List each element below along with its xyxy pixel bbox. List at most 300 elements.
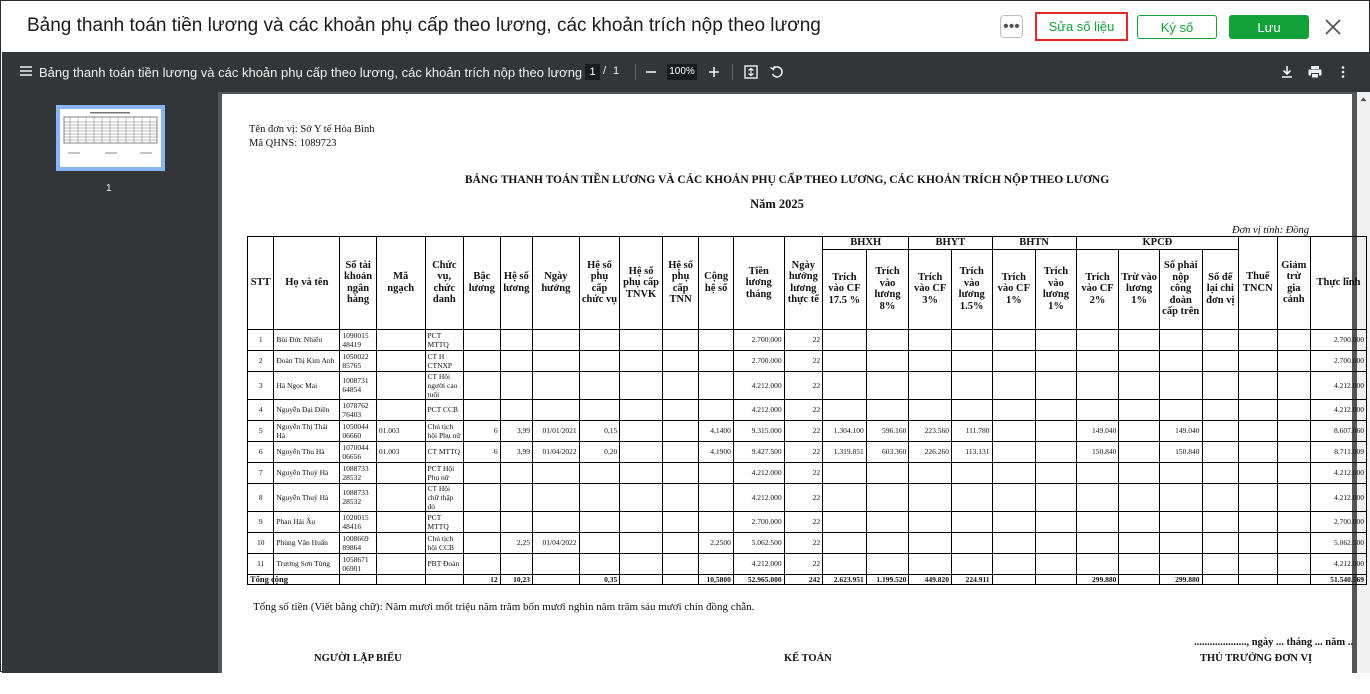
table-cell — [376, 462, 425, 483]
table-cell — [620, 371, 663, 399]
table-cell — [909, 399, 952, 420]
table-cell: 4.212.000 — [733, 371, 784, 399]
header-bhyt-wage: Trích vào lương 1.5% — [951, 249, 992, 329]
table-cell — [1119, 441, 1160, 462]
table-cell: PCT Hội Phụ nữ — [425, 462, 464, 483]
table-cell — [909, 553, 952, 574]
table-row — [248, 441, 1367, 462]
table-cell — [464, 511, 501, 532]
table-cell — [699, 511, 733, 532]
table-cell — [579, 329, 620, 350]
table-cell — [1036, 399, 1077, 420]
table-cell: 2.700.000 — [1311, 350, 1367, 371]
table-cell — [1119, 462, 1160, 483]
table-cell: PCT CCB — [425, 399, 464, 420]
table-cell: Nguyễn Thị Thái Hà — [274, 420, 340, 441]
thumbnail-page-number: 1 — [106, 183, 112, 194]
table-cell: 3,99 — [500, 441, 532, 462]
table-cell — [1277, 532, 1310, 553]
table-cell — [533, 399, 580, 420]
table-row — [248, 420, 1367, 441]
total-cell — [1277, 574, 1310, 584]
table-cell: 4.212.000 — [1311, 553, 1367, 574]
table-cell: 1008731 64854 — [340, 371, 377, 399]
table-cell — [866, 350, 909, 371]
table-cell: 113.131 — [951, 441, 992, 462]
table-cell: 11 — [248, 553, 274, 574]
table-cell — [1239, 420, 1278, 441]
total-cell: 449.820 — [909, 574, 952, 584]
table-cell — [699, 371, 733, 399]
table-cell — [662, 371, 699, 399]
table-cell — [951, 483, 992, 511]
table-cell: 22 — [784, 483, 823, 511]
table-cell: Nguyễn Thu Hà — [274, 441, 340, 462]
zoom-out-icon[interactable] — [643, 64, 659, 80]
table-cell — [909, 350, 952, 371]
table-cell: 3 — [248, 371, 274, 399]
table-cell — [1119, 532, 1160, 553]
sign-accountant: KẾ TOÁN — [784, 653, 832, 664]
table-cell — [1202, 350, 1239, 371]
table-cell — [866, 553, 909, 574]
table-cell — [951, 511, 992, 532]
table-cell — [992, 532, 1036, 553]
table-cell — [1036, 532, 1077, 553]
table-cell — [376, 350, 425, 371]
header-grade-code: Mã ngạch — [376, 237, 425, 330]
table-cell: 4.212.000 — [733, 553, 784, 574]
table-cell — [500, 371, 532, 399]
table-cell: 01/04/2022 — [533, 441, 580, 462]
table-cell — [1036, 329, 1077, 350]
table-cell — [1202, 532, 1239, 553]
table-cell — [500, 483, 532, 511]
table-row — [248, 483, 1367, 511]
table-cell: 0,15 — [579, 420, 620, 441]
table-cell: 22 — [784, 511, 823, 532]
table-cell: 149.040 — [1076, 420, 1119, 441]
header-stt: STT — [248, 237, 274, 330]
table-cell: 10 — [248, 532, 274, 553]
header-pc-position: Hệ số phụ cấp chức vụ — [579, 237, 620, 330]
table-cell — [1277, 483, 1310, 511]
table-cell — [823, 462, 867, 483]
table-cell — [1159, 483, 1202, 511]
table-cell: 1050022 85765 — [340, 350, 377, 371]
table-cell — [1277, 462, 1310, 483]
table-cell — [1159, 462, 1202, 483]
table-cell — [464, 483, 501, 511]
table-cell: 149.040 — [1159, 420, 1202, 441]
table-cell — [866, 532, 909, 553]
table-cell: 4,1400 — [699, 420, 733, 441]
more-options-button[interactable]: ••• — [1000, 15, 1023, 38]
table-cell: 1088733 28532 — [340, 462, 377, 483]
total-cell — [425, 574, 464, 584]
table-cell — [992, 441, 1036, 462]
table-cell — [376, 399, 425, 420]
table-cell — [464, 371, 501, 399]
table-cell — [579, 511, 620, 532]
table-cell — [1239, 553, 1278, 574]
table-cell — [1277, 511, 1310, 532]
table-cell — [1036, 371, 1077, 399]
table-cell: PCT MTTQ — [425, 329, 464, 350]
table-cell — [500, 553, 532, 574]
table-cell — [1239, 532, 1278, 553]
table-cell — [579, 462, 620, 483]
table-cell: Phùng Văn Huấn — [274, 532, 340, 553]
total-cell: 0,35 — [579, 574, 620, 584]
table-cell: 22 — [784, 399, 823, 420]
table-cell — [533, 329, 580, 350]
table-cell — [376, 553, 425, 574]
table-cell: 22 — [784, 420, 823, 441]
table-cell: Hà Ngọc Mai — [274, 371, 340, 399]
table-cell — [662, 329, 699, 350]
group-bhxh: BHXH — [823, 237, 909, 250]
table-cell — [1239, 350, 1278, 371]
table-cell — [464, 350, 501, 371]
table-cell — [1076, 371, 1119, 399]
total-cell — [376, 574, 425, 584]
table-cell: 1.319.851 — [823, 441, 867, 462]
zoom-in-icon[interactable] — [706, 64, 722, 80]
table-cell: PBT Đoàn — [425, 553, 464, 574]
table-cell: 5.062.500 — [733, 532, 784, 553]
pdf-viewer — [218, 92, 1370, 673]
group-bhyt: BHYT — [909, 237, 992, 250]
thumbnail-preview — [60, 109, 161, 167]
header-bhyt-cf: Trích vào CF 3% — [909, 249, 952, 329]
total-cell: 299.880 — [1076, 574, 1119, 584]
table-cell — [823, 399, 867, 420]
page-thumbnail[interactable] — [56, 105, 165, 171]
table-cell — [620, 553, 663, 574]
table-cell — [1119, 399, 1160, 420]
header-kpcd-keep: Số để lại chi đơn vị — [1202, 249, 1239, 329]
table-cell: 1020015 48416 — [340, 511, 377, 532]
table-cell — [951, 399, 992, 420]
table-cell: 5 — [248, 420, 274, 441]
table-cell: 1070044 06656 — [340, 441, 377, 462]
total-cell: 12 — [464, 574, 501, 584]
table-cell — [992, 399, 1036, 420]
table-cell: 9 — [248, 511, 274, 532]
payroll-table — [247, 236, 1367, 585]
table-cell: 2,2500 — [699, 532, 733, 553]
date-line: ...................., ngày ... tháng ... năm .. — [1194, 637, 1353, 648]
table-cell — [699, 553, 733, 574]
table-cell: 1008669 89864 — [340, 532, 377, 553]
table-cell: 8.711.009 — [1311, 441, 1367, 462]
header-bhtn-cf: Trích vào CF 1% — [992, 249, 1036, 329]
table-cell — [620, 420, 663, 441]
table-cell — [620, 329, 663, 350]
table-cell: 6 — [248, 441, 274, 462]
table-cell: 4.212.000 — [1311, 483, 1367, 511]
table-cell: 1090015 48419 — [340, 329, 377, 350]
table-cell: CT Hội chữ thập đỏ — [425, 483, 464, 511]
table-cell — [620, 441, 663, 462]
table-cell: 22 — [784, 371, 823, 399]
sign-preparer: NGƯỜI LẬP BIỂU — [314, 653, 402, 664]
table-cell: 4,1900 — [699, 441, 733, 462]
table-cell — [376, 511, 425, 532]
table-cell — [699, 483, 733, 511]
table-cell — [533, 371, 580, 399]
table-cell — [1202, 553, 1239, 574]
table-cell — [992, 329, 1036, 350]
table-cell — [1202, 399, 1239, 420]
qhns-value: 1089723 — [299, 138, 337, 149]
table-cell — [662, 483, 699, 511]
qhns-label: Mã QHNS: — [249, 138, 298, 149]
table-cell — [1239, 441, 1278, 462]
total-cell: 1.199.520 — [866, 574, 909, 584]
table-row — [248, 399, 1367, 420]
table-cell — [1159, 511, 1202, 532]
table-cell — [909, 511, 952, 532]
group-kpcd: KPCĐ — [1076, 237, 1238, 250]
table-cell: 8 — [248, 483, 274, 511]
table-cell: 7 — [248, 462, 274, 483]
table-cell — [992, 350, 1036, 371]
table-row — [248, 371, 1367, 399]
table-cell — [1119, 483, 1160, 511]
table-cell — [376, 532, 425, 553]
table-cell — [1119, 511, 1160, 532]
table-cell: 4.212.000 — [733, 462, 784, 483]
table-cell: 226.260 — [909, 441, 952, 462]
table-cell — [992, 420, 1036, 441]
table-cell — [951, 532, 992, 553]
table-cell — [823, 511, 867, 532]
total-cell: 299.880 — [1159, 574, 1202, 584]
table-cell — [823, 553, 867, 574]
table-cell — [533, 462, 580, 483]
table-cell — [992, 371, 1036, 399]
table-cell: Phan Hải Âu — [274, 511, 340, 532]
table-cell — [376, 371, 425, 399]
table-cell: 1088733 28532 — [340, 483, 377, 511]
table-cell — [823, 350, 867, 371]
table-cell: CT MTTQ — [425, 441, 464, 462]
table-cell — [1119, 350, 1160, 371]
header-pit: Thuế TNCN — [1239, 237, 1278, 330]
page-number-input[interactable]: 1 — [585, 64, 600, 80]
zoom-level-input[interactable]: 100% — [667, 64, 697, 80]
table-cell: 6 — [464, 420, 501, 441]
table-cell: 0,20 — [579, 441, 620, 462]
report-year: Năm 2025 — [750, 197, 804, 211]
table-cell — [866, 483, 909, 511]
header-actual-days: Ngày hưởng lương thực tế — [784, 237, 823, 330]
table-cell — [1277, 420, 1310, 441]
digital-sign-button[interactable]: Ký số — [1137, 15, 1217, 39]
table-cell — [620, 399, 663, 420]
total-cell — [620, 574, 663, 584]
table-cell — [951, 462, 992, 483]
table-cell: Đoàn Thị Kim Anh — [274, 350, 340, 371]
table-cell — [464, 462, 501, 483]
table-cell: 1050044 06660 — [340, 420, 377, 441]
table-cell — [662, 553, 699, 574]
header-bhxh-cf: Trích vào CF 17.5 % — [823, 249, 867, 329]
header-bhxh-wage: Trích vào lương 8% — [866, 249, 909, 329]
table-cell: 4.212.000 — [1311, 371, 1367, 399]
table-cell — [1159, 399, 1202, 420]
table-cell — [662, 441, 699, 462]
table-cell — [1239, 483, 1278, 511]
table-cell — [699, 329, 733, 350]
table-cell — [1202, 420, 1239, 441]
table-cell — [1159, 350, 1202, 371]
table-row — [248, 329, 1367, 350]
header-net: Thực lĩnh — [1311, 237, 1367, 330]
table-cell — [376, 483, 425, 511]
table-cell — [1076, 329, 1119, 350]
table-cell: 1058671 06901 — [340, 553, 377, 574]
table-cell: 603.360 — [866, 441, 909, 462]
table-cell: Nguyễn Thuý Hà — [274, 483, 340, 511]
table-cell — [662, 511, 699, 532]
table-cell: CT H CTNXP — [425, 350, 464, 371]
table-cell: 01.003 — [376, 420, 425, 441]
table-cell — [1277, 441, 1310, 462]
table-cell — [1277, 371, 1310, 399]
table-cell — [951, 371, 992, 399]
table-row — [248, 462, 1367, 483]
table-cell — [909, 329, 952, 350]
table-cell — [1159, 329, 1202, 350]
table-cell — [699, 462, 733, 483]
table-cell: Bùi Đức Nhiêu — [274, 329, 340, 350]
table-cell — [500, 462, 532, 483]
table-cell: 4.212.000 — [1311, 399, 1367, 420]
fit-page-icon[interactable] — [743, 64, 759, 80]
table-cell: 22 — [784, 350, 823, 371]
table-cell: 01.003 — [376, 441, 425, 462]
table-cell: 01/01/2021 — [533, 420, 580, 441]
total-cell — [1119, 574, 1160, 584]
total-row — [248, 574, 1367, 584]
dialog-header — [1, 1, 1369, 52]
edit-data-button[interactable]: Sửa số liệu — [1035, 12, 1128, 41]
table-cell: 22 — [784, 553, 823, 574]
table-cell: 2.700.000 — [733, 511, 784, 532]
table-cell: 1.304.100 — [823, 420, 867, 441]
table-cell — [1202, 371, 1239, 399]
table-cell — [992, 483, 1036, 511]
table-cell — [909, 371, 952, 399]
table-cell: 2.700.000 — [1311, 329, 1367, 350]
table-cell: 3,99 — [500, 420, 532, 441]
download-icon[interactable] — [1279, 64, 1295, 80]
header-total-coef: Cộng hệ số — [699, 237, 733, 330]
table-cell: 150.840 — [1076, 441, 1119, 462]
table-cell — [1159, 532, 1202, 553]
table-cell — [1239, 329, 1278, 350]
table-row — [248, 532, 1367, 553]
table-cell — [1159, 553, 1202, 574]
table-cell — [500, 511, 532, 532]
table-cell: 9.427.500 — [733, 441, 784, 462]
header-deduction: Giảm trừ gia cảnh — [1277, 237, 1310, 330]
table-cell: 2,25 — [500, 532, 532, 553]
scroll-up-icon[interactable] — [1357, 93, 1370, 105]
total-cell: 10,23 — [500, 574, 532, 584]
report-title: BẢNG THANH TOÁN TIỀN LƯƠNG VÀ CÁC KHOẢN PHỤ CẤP THEO LƯƠNG, CÁC KHOẢN TRÍCH NỘP THEO LƯƠNG — [464, 174, 1110, 186]
table-cell — [1239, 371, 1278, 399]
table-cell — [951, 350, 992, 371]
table-cell — [1036, 462, 1077, 483]
table-cell — [951, 553, 992, 574]
table-cell — [533, 553, 580, 574]
unit-info — [249, 123, 375, 151]
table-cell — [1119, 420, 1160, 441]
table-cell: 1 — [248, 329, 274, 350]
close-button[interactable] — [1321, 15, 1345, 39]
header-account: Số tài khoản ngân hàng — [340, 237, 377, 330]
table-cell: 4.212.000 — [733, 483, 784, 511]
table-cell — [533, 511, 580, 532]
rotate-icon[interactable] — [769, 64, 785, 80]
menu-icon[interactable] — [19, 64, 33, 78]
total-cell: 51.540.569 — [1311, 574, 1367, 584]
table-cell — [699, 350, 733, 371]
more-vert-icon[interactable] — [1335, 64, 1351, 80]
table-cell: Nguyễn Đại Điền — [274, 399, 340, 420]
table-cell — [1076, 399, 1119, 420]
unit-name: Sở Y tế Hòa Bình — [300, 124, 375, 135]
header-kpcd-pay: Số phải nộp công đoàn cấp trên — [1159, 249, 1202, 329]
table-cell — [620, 462, 663, 483]
header-kpcd-wage: Trừ vào lương 1% — [1119, 249, 1160, 329]
table-cell — [1076, 483, 1119, 511]
table-cell — [951, 329, 992, 350]
table-cell — [866, 399, 909, 420]
unit-label: Tên đơn vị: — [249, 124, 298, 135]
table-cell — [1202, 511, 1239, 532]
table-cell — [579, 399, 620, 420]
table-cell — [823, 483, 867, 511]
table-cell — [1239, 399, 1278, 420]
table-cell: 223.560 — [909, 420, 952, 441]
table-cell: Chủ tịch hội CCB — [425, 532, 464, 553]
table-cell — [866, 462, 909, 483]
table-cell: 01/04/2022 — [533, 532, 580, 553]
table-cell — [992, 553, 1036, 574]
table-cell — [376, 329, 425, 350]
table-cell: 9.315.000 — [733, 420, 784, 441]
table-cell: 22 — [784, 329, 823, 350]
print-icon[interactable] — [1307, 64, 1323, 80]
close-icon — [1321, 15, 1345, 39]
table-cell — [464, 553, 501, 574]
table-cell — [699, 399, 733, 420]
table-cell: 111.780 — [951, 420, 992, 441]
table-cell: 4.212.000 — [733, 399, 784, 420]
header-monthly-salary: Tiền lương tháng — [733, 237, 784, 330]
table-cell — [620, 350, 663, 371]
table-cell: Chủ tịch hội Phụ nữ — [425, 420, 464, 441]
save-button[interactable]: Lưu — [1229, 15, 1309, 39]
table-cell — [1036, 441, 1077, 462]
table-cell: 6 — [464, 441, 501, 462]
total-cell — [1202, 574, 1239, 584]
